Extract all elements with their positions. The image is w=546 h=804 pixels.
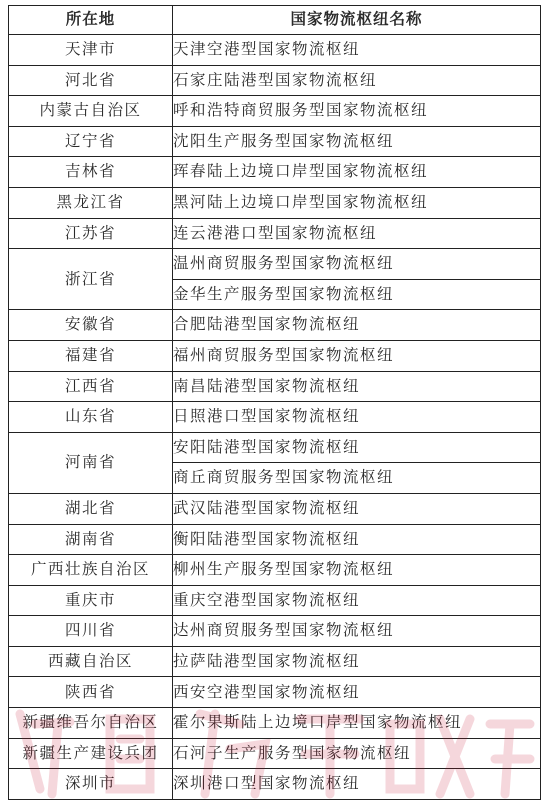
- table-row: [9, 493, 541, 524]
- hub-name-cell: 南昌陆港型国家物流枢纽: [173, 371, 541, 402]
- province-cell: 天津市: [9, 35, 173, 66]
- table-row: [9, 585, 541, 616]
- province-cell: 广西壮族自治区: [9, 555, 173, 586]
- hub-name-cell: 石河子生产服务型国家物流枢纽: [173, 738, 541, 769]
- hub-name-cell: 武汉陆港型国家物流枢纽: [173, 493, 541, 524]
- table-row: [9, 126, 541, 157]
- hub-name-cell: 达州商贸服务型国家物流枢纽: [173, 616, 541, 647]
- province-cell: 内蒙古自治区: [9, 96, 173, 127]
- hub-name-cell: 金华生产服务型国家物流枢纽: [173, 279, 541, 310]
- hub-name-cell: 拉萨陆港型国家物流枢纽: [173, 646, 541, 677]
- table-row: [9, 677, 541, 708]
- hub-name-cell: 天津空港型国家物流枢纽: [173, 35, 541, 66]
- province-cell: 江西省: [9, 371, 173, 402]
- table-row: [9, 738, 541, 769]
- table-body: [9, 35, 541, 800]
- table-row: [9, 524, 541, 555]
- table-row: [9, 249, 541, 280]
- hub-name-cell: 安阳陆港型国家物流枢纽: [173, 432, 541, 463]
- table-row: [9, 65, 541, 96]
- hub-name-cell: 西安空港型国家物流枢纽: [173, 677, 541, 708]
- table-row: [9, 218, 541, 249]
- province-cell: 福建省: [9, 340, 173, 371]
- province-cell: 陕西省: [9, 677, 173, 708]
- province-cell: 浙江省: [9, 249, 173, 310]
- province-cell: 新疆维吾尔自治区: [9, 708, 173, 739]
- table-row: [9, 769, 541, 800]
- table-row: [9, 708, 541, 739]
- province-cell: 黑龙江省: [9, 187, 173, 218]
- table-header-row: [9, 6, 541, 35]
- table-row: [9, 187, 541, 218]
- hub-name-cell: 重庆空港型国家物流枢纽: [173, 585, 541, 616]
- hub-name-cell: 黑河陆上边境口岸型国家物流枢纽: [173, 187, 541, 218]
- table-row: [9, 616, 541, 647]
- hub-name-cell: 霍尔果斯陆上边境口岸型国家物流枢纽: [173, 708, 541, 739]
- province-cell: 安徽省: [9, 310, 173, 341]
- table-row: [9, 432, 541, 463]
- hub-name-cell: 呼和浩特商贸服务型国家物流枢纽: [173, 96, 541, 127]
- hub-name-cell: 衡阳陆港型国家物流枢纽: [173, 524, 541, 555]
- hub-name-cell: 深圳港口型国家物流枢纽: [173, 769, 541, 800]
- hub-name-cell: 商丘商贸服务型国家物流枢纽: [173, 463, 541, 494]
- province-cell: 四川省: [9, 616, 173, 647]
- province-cell: 河南省: [9, 432, 173, 493]
- province-cell: 西藏自治区: [9, 646, 173, 677]
- column-header-hub-name: 国家物流枢纽名称: [173, 6, 541, 35]
- province-cell: 重庆市: [9, 585, 173, 616]
- hub-name-cell: 温州商贸服务型国家物流枢纽: [173, 249, 541, 280]
- logistics-hub-table: [8, 5, 541, 800]
- table-row: [9, 310, 541, 341]
- table-row: [9, 157, 541, 188]
- province-cell: 湖南省: [9, 524, 173, 555]
- hub-name-cell: 连云港港口型国家物流枢纽: [173, 218, 541, 249]
- province-cell: 江苏省: [9, 218, 173, 249]
- hub-name-cell: 合肥陆港型国家物流枢纽: [173, 310, 541, 341]
- table-row: [9, 646, 541, 677]
- table-row: [9, 340, 541, 371]
- table-row: [9, 96, 541, 127]
- hub-name-cell: 福州商贸服务型国家物流枢纽: [173, 340, 541, 371]
- table-row: [9, 371, 541, 402]
- table-row: [9, 555, 541, 586]
- hub-name-cell: 沈阳生产服务型国家物流枢纽: [173, 126, 541, 157]
- province-cell: 辽宁省: [9, 126, 173, 157]
- hub-name-cell: 日照港口型国家物流枢纽: [173, 402, 541, 433]
- province-cell: 新疆生产建设兵团: [9, 738, 173, 769]
- hub-name-cell: 石家庄陆港型国家物流枢纽: [173, 65, 541, 96]
- table-row: [9, 35, 541, 66]
- hub-name-cell: 珲春陆上边境口岸型国家物流枢纽: [173, 157, 541, 188]
- hub-name-cell: 柳州生产服务型国家物流枢纽: [173, 555, 541, 586]
- province-cell: 河北省: [9, 65, 173, 96]
- table-row: [9, 402, 541, 433]
- province-cell: 山东省: [9, 402, 173, 433]
- province-cell: 深圳市: [9, 769, 173, 800]
- column-header-province: 所在地: [9, 6, 173, 35]
- province-cell: 湖北省: [9, 493, 173, 524]
- province-cell: 吉林省: [9, 157, 173, 188]
